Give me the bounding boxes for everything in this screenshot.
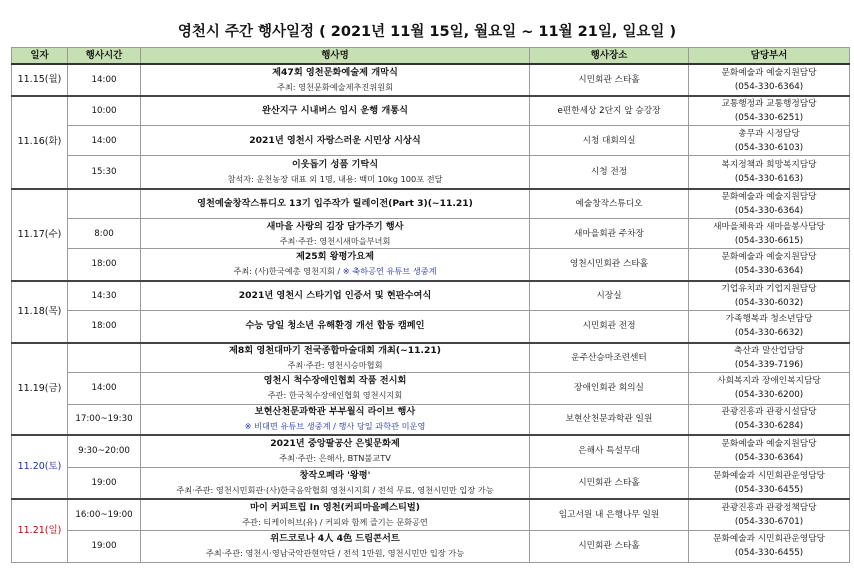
event-cell [141, 499, 530, 530]
table-row [12, 249, 850, 281]
time-cell: 18:00 [68, 311, 141, 343]
dept-cell [689, 499, 850, 530]
event-title: 새마을 사랑의 김장 담가주기 행사 [266, 220, 404, 232]
place-cell: 시민회관 스타홀 [530, 530, 689, 562]
event-title: 2021년 영천시 자랑스러운 시민상 시상식 [249, 134, 421, 146]
dept-cell [689, 404, 850, 435]
event-subtitle-text: 주관: 티케이허브(유) / 커피와 함께 즐기는 문화공연 [242, 516, 428, 527]
date-cell: 11.18(목) [12, 281, 68, 343]
event-cell [141, 126, 530, 156]
table-row [12, 156, 850, 189]
dept-name: 교통행정과 교통행정담당 [721, 99, 817, 109]
event-subtitle-text: 주최·주관: 영천시승마협회 [287, 359, 383, 370]
event-title: 이웃돕기 성품 기탁식 [291, 158, 379, 170]
event-cell [141, 281, 530, 311]
dept-phone: (054-330-6200) [734, 390, 804, 400]
time-cell: 10:00 [68, 96, 141, 126]
place-cell: 보현산천문과학관 일원 [530, 404, 689, 435]
dept-name: 사회복지과 장애인복지담당 [717, 376, 821, 386]
table-row [12, 219, 850, 249]
place-cell: 시청 대회의실 [530, 126, 689, 156]
dept-cell [689, 64, 850, 96]
time-cell [68, 189, 141, 219]
header-event: 행사명 [141, 48, 530, 65]
dept-phone: (054-339-7196) [734, 359, 804, 370]
dept-cell [689, 530, 850, 562]
dept-name: 가족행복과 청소년담당 [725, 314, 813, 325]
table-row [12, 467, 850, 499]
event-subtitle [141, 451, 529, 465]
event-subtitle [141, 80, 529, 94]
table-row [12, 499, 850, 530]
time-cell: 18:00 [68, 249, 141, 281]
dept-name: 총무과 시정담당 [738, 128, 800, 139]
event-cell [141, 64, 530, 96]
table-header-row [12, 48, 850, 65]
place-cell: 영천시민회관 스타홀 [530, 249, 689, 281]
time-cell: 14:00 [68, 126, 141, 156]
dept-cell [689, 189, 850, 219]
date-cell: 11.21(일) [12, 499, 68, 562]
event-subtitle-text: 주최: (사)한국예총 영천지회 [233, 266, 335, 277]
time-cell: 8:00 [68, 219, 141, 249]
event-title: 2021년 영천시 스타기업 인증서 및 현판수여식 [238, 289, 432, 301]
dept-phone: (054-330-6615) [734, 235, 804, 246]
event-cell [141, 404, 530, 435]
dept-name: 축산과 말산업담당 [734, 345, 804, 356]
place-cell: 시민회관 전정 [530, 311, 689, 343]
dept-name: 새마을체육과 새마을봉사담당 [713, 221, 825, 232]
event-subtitle-text: 주최·주관: 영천시민회관·(사)한국음악협회 영천시지회 / 전석 무료, 영천시민만 입장 가능 [176, 484, 494, 495]
place-cell: 운주산승마조련센터 [530, 343, 689, 373]
time-cell: 19:00 [68, 467, 141, 499]
header-place: 행사장소 [530, 48, 689, 65]
event-title: 2021년 중앙팔공산 은빛문화제 [270, 438, 400, 450]
event-title: 영천시 척수장애인협회 작품 전시회 [263, 375, 407, 386]
event-cell [141, 435, 530, 467]
event-title: 제8회 영천대마기 전국종합마술대회 개최(~11.21) [228, 344, 442, 356]
event-subtitle-text: 참석자: 운천농장 대표 외 1명, 내용: 백미 10kg 100포 전달 [227, 173, 443, 184]
event-cell [141, 372, 530, 404]
event-title: 제25회 왕평가요제 [295, 251, 375, 263]
event-subtitle-text: 주최·주관: 영천시새마을부녀회 [279, 235, 391, 246]
dept-phone: (054-330-6455) [734, 548, 804, 558]
table-row [12, 343, 850, 373]
date-cell: 11.15(월) [12, 64, 68, 96]
dept-cell [689, 467, 850, 499]
table-row [12, 435, 850, 467]
date-cell: 11.20(토) [12, 435, 68, 499]
dept-phone: (054-330-6364) [734, 82, 804, 92]
dept-cell [689, 219, 850, 249]
event-subtitle-text: 주관: 한국척수장애인협회 영천시지회 [267, 390, 403, 400]
dept-name: 기업유치과 기업지원담당 [721, 283, 817, 294]
place-cell: 시민회관 스타홀 [530, 467, 689, 499]
dept-name: 문화예술과 예술지원담당 [721, 68, 817, 78]
dept-phone: (054-330-6251) [734, 113, 804, 123]
time-cell: 16:00~19:00 [68, 499, 141, 530]
event-subtitle [141, 234, 529, 248]
dept-cell [689, 281, 850, 311]
event-cell [141, 219, 530, 249]
dept-phone: (054-330-6455) [734, 484, 804, 495]
date-cell: 11.17(수) [12, 189, 68, 281]
event-subtitle-text: ※ 비대면 유튜브 생중계 / 행사 당일 과학관 미운영 [244, 421, 426, 432]
event-subtitle [141, 546, 529, 560]
dept-name: 관광진흥과 관광시설담당 [721, 407, 817, 418]
place-cell: 장애인회관 회의실 [530, 372, 689, 404]
dept-name: 문화예술과 시민회관운영담당 [713, 470, 825, 481]
dept-cell [689, 249, 850, 281]
place-cell: 예술창작스튜디오 [530, 189, 689, 219]
event-title: 수능 당일 청소년 유해환경 개선 합동 캠페인 [245, 320, 425, 332]
header-time: 행사시간 [68, 48, 141, 65]
event-title: 창작오페라 '왕평' [299, 469, 371, 481]
event-cell [141, 96, 530, 126]
dept-cell [689, 435, 850, 467]
event-subtitle [141, 483, 529, 497]
table-row [12, 96, 850, 126]
time-cell: 9:30~20:00 [68, 435, 141, 467]
event-cell [141, 249, 530, 281]
event-subtitle [141, 358, 529, 372]
time-cell: 14:30 [68, 281, 141, 311]
dept-phone: (054-330-6103) [734, 142, 804, 153]
event-title: 완산지구 시내버스 임시 운행 개통식 [262, 105, 408, 116]
time-cell: 19:00 [68, 530, 141, 562]
header-dept: 담당부서 [689, 48, 850, 65]
event-subtitle-text: 주최: 영천문화예술제추진위원회 [276, 82, 394, 92]
dept-phone: (054-330-6032) [734, 297, 804, 308]
time-cell: 15:30 [68, 156, 141, 189]
dept-phone: (054-330-6284) [734, 421, 804, 432]
event-cell [141, 343, 530, 373]
place-cell: 시청 전정 [530, 156, 689, 189]
place-cell: 은해사 특설무대 [530, 435, 689, 467]
table-row [12, 281, 850, 311]
table-row [12, 404, 850, 435]
event-cell [141, 311, 530, 343]
page-title: 영천시 주간 행사일정 ( 2021년 11월 15일, 월요일 ~ 11월 21일, 일요일 ) [177, 24, 677, 40]
dept-cell [689, 156, 850, 189]
event-subtitle-text: 주최·주관: 영천시·영남국악관현악단 / 전석 1만원, 영천시민만 입장 가능 [205, 548, 465, 558]
place-cell: e편한세상 2단지 앞 승강장 [530, 96, 689, 126]
dept-name: 문화예술과 예술지원담당 [721, 252, 817, 263]
event-subtitle [141, 419, 529, 433]
event-subtitle-note: / ※ 축하공연 유튜브 생중계 [337, 266, 437, 277]
dept-cell [689, 343, 850, 373]
dept-name: 문화예술과 예술지원담당 [721, 191, 817, 202]
place-cell: 임고서원 내 은행나무 일원 [530, 499, 689, 530]
dept-cell [689, 372, 850, 404]
dept-cell [689, 96, 850, 126]
dept-name: 문화예술과 예술지원담당 [721, 439, 817, 450]
dept-cell [689, 126, 850, 156]
table-row [12, 126, 850, 156]
event-title: 영천예술창작스튜디오 13기 입주작가 릴레이전(Part 3)(~11.21) [197, 197, 473, 209]
time-cell: 14:00 [68, 64, 141, 96]
event-subtitle [141, 172, 529, 186]
dept-phone: (054-330-6364) [734, 266, 804, 277]
event-title: 위드코로나 4人 4色 드림콘서트 [270, 533, 400, 544]
event-cell [141, 156, 530, 189]
event-subtitle-text: 주최·주관: 은해사, BTN불교TV [279, 453, 391, 464]
dept-phone: (054-330-6632) [734, 328, 804, 339]
place-cell: 시장실 [530, 281, 689, 311]
dept-cell [689, 311, 850, 343]
place-cell: 시민회관 스타홀 [530, 64, 689, 96]
time-cell: 14:00 [68, 372, 141, 404]
place-cell: 새마을회관 주차장 [530, 219, 689, 249]
event-subtitle [141, 264, 529, 278]
event-title: 제47회 영천문화예술제 개막식 [272, 67, 398, 78]
dept-phone: (054-330-6364) [734, 205, 804, 216]
event-cell [141, 189, 530, 219]
dept-phone: (054-330-6364) [734, 453, 804, 464]
event-subtitle [141, 388, 529, 402]
dept-phone: (054-330-6701) [734, 516, 804, 527]
header-date: 일자 [12, 48, 68, 65]
dept-name: 문화예술과 시민회관운영담당 [713, 534, 825, 544]
dept-name: 관광진흥과 관광정책담당 [721, 502, 817, 513]
event-subtitle [141, 515, 529, 529]
table-row [12, 372, 850, 404]
event-title: 보현산천문과학관 부부월식 라이브 행사 [254, 406, 416, 418]
dept-phone: (054-330-6163) [734, 173, 804, 184]
schedule-table [11, 47, 850, 563]
table-row [12, 64, 850, 96]
event-cell [141, 530, 530, 562]
event-cell [141, 467, 530, 499]
date-cell: 11.16(화) [12, 96, 68, 189]
table-row [12, 311, 850, 343]
table-row [12, 530, 850, 562]
event-title: 마이 커피트립 In 영천(커피마을페스티벌) [250, 501, 420, 513]
date-cell: 11.19(금) [12, 343, 68, 436]
time-cell [68, 343, 141, 373]
dept-name: 복지정책과 희망복지담당 [721, 159, 817, 170]
table-row [12, 189, 850, 219]
time-cell: 17:00~19:30 [68, 404, 141, 435]
